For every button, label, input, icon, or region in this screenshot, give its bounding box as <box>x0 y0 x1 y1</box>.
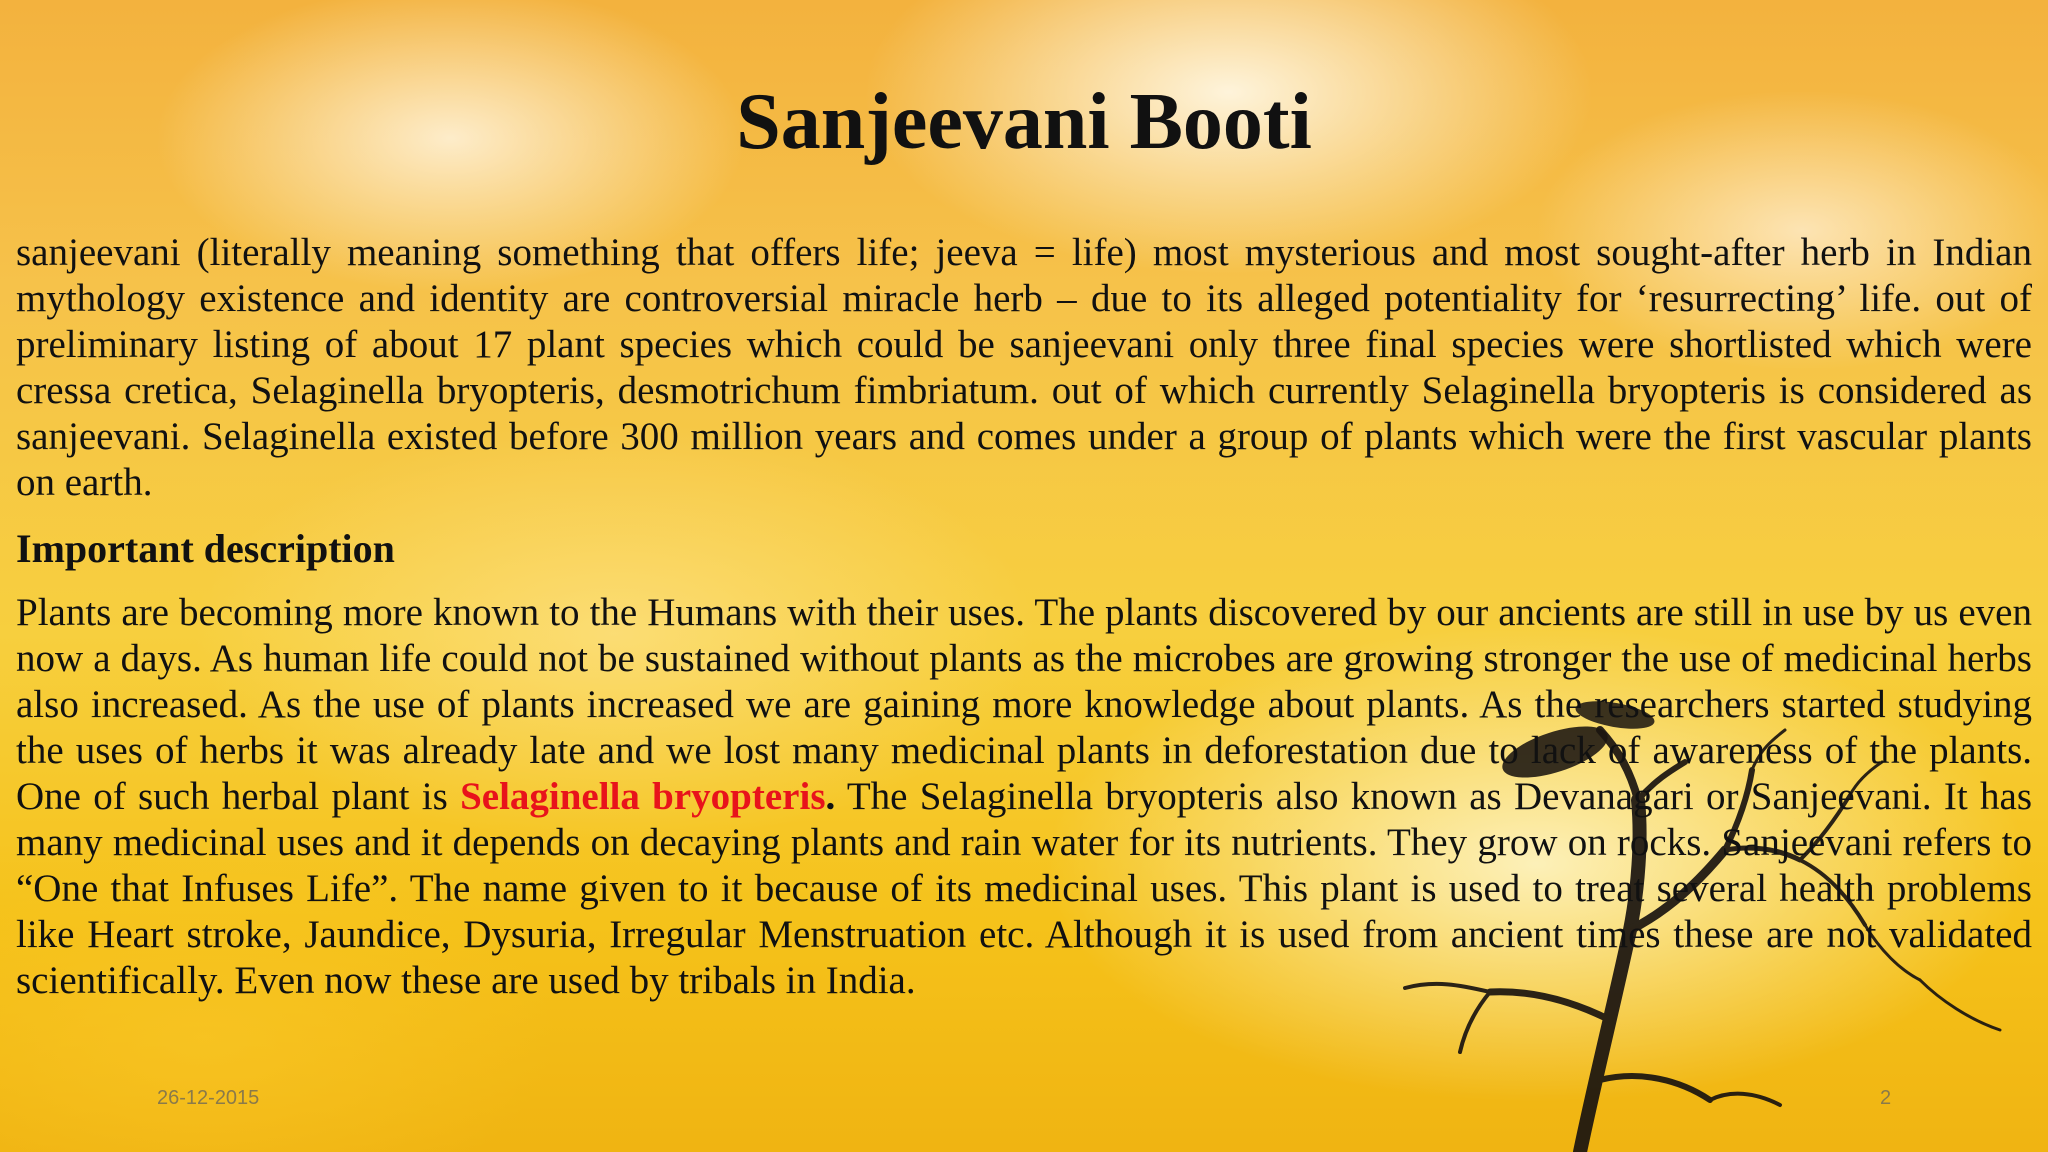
section-heading: Important description <box>16 526 395 571</box>
highlighted-species-name: Selaginella bryopteris <box>460 775 826 818</box>
intro-paragraph: sanjeevani (literally meaning something that offers life; jeeva = life) most mysterious and most sought-after herb in Indian mythology existence and identity are controversial miracle herb – due to its alleged potentiality for ‘resurrecting’ life. out of preliminary listing of about 17 plant species which could be sanjeevani only three final species were shortlisted which were cressa cretica, Selaginella bryopteris, desmotrichum fimbriatum. out of which currently Selaginella bryopteris is considered as sanjeevani. Selaginella existed before 300 million years and comes under a group of plants which were the first vascular plants on earth. <box>16 231 2032 504</box>
highlight-period: . <box>825 775 836 818</box>
content-body <box>16 230 2032 1004</box>
description-text-part1: Plants are becoming more known to the Humans with their uses. The plants discovered by our ancients are still in use by us even now a days. As human life could not be sustained without plants as the microbes are growing stronger the use of medicinal herbs also increased. As the use of plants increased we are gaining more knowledge about plants. As the researchers started studying the uses of herbs it was already late and we lost many medicinal plants in deforestation due to lack of awareness of the plants. One of such herbal plant is <box>16 591 2032 818</box>
page-title: Sanjeevani Booti <box>736 78 1312 166</box>
description-text-part2: The Selaginella bryopteris also known as Devanagari or Sanjeevani. It has many medicinal uses and it depends on decaying plants and rain water for its nutrients. They grow on rocks. Sanjeevani refers to “One that Infuses Life”. The name given to it because of its medicinal uses. This plant is used to treat several health problems like Heart stroke, Jaundice, Dysuria, Irregular Menstruation etc. Although it is used from ancient times these are not validated scientifically. Even now these are used by tribals in India. <box>16 775 2032 1002</box>
description-paragraph <box>16 590 2032 1004</box>
footer-date: 26-12-2015 <box>157 1087 260 1109</box>
page-number: 2 <box>1880 1087 1892 1109</box>
